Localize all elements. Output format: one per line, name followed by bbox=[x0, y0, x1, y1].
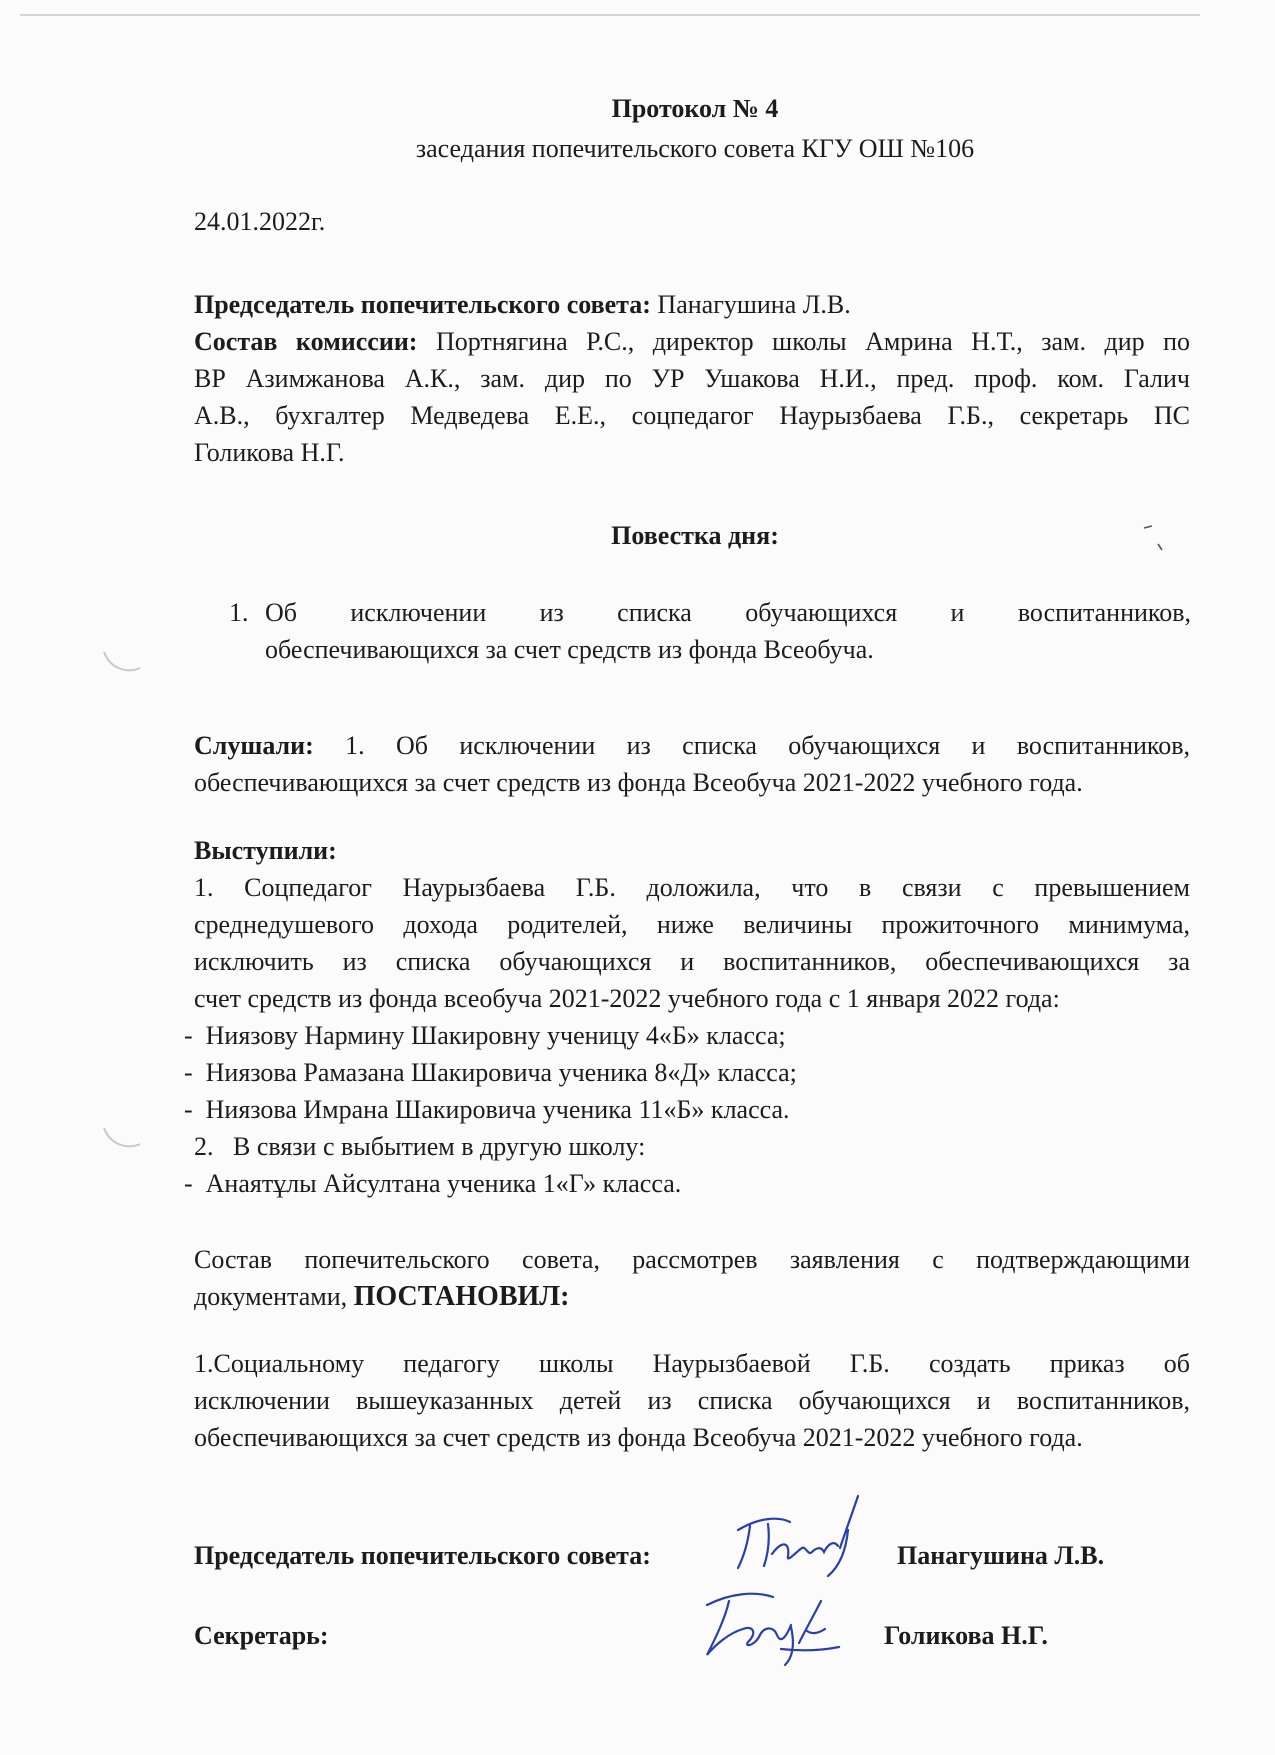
chair-label: Председатель попечительского совета: bbox=[194, 290, 651, 319]
spoke-line-2: среднедушевого дохода родителей, ниже величины прожиточного минимума, bbox=[194, 910, 1190, 939]
chair-signature-name: Панагушина Л.В. bbox=[897, 1541, 1105, 1570]
decision-line-1: 1.Социальному педагогу школы Наурызбаевой Г.Б. создать приказ об bbox=[194, 1349, 1190, 1378]
secretary-handwritten-signature bbox=[695, 1575, 845, 1670]
chair-handwritten-signature bbox=[728, 1490, 868, 1580]
spoke-label: Выступили: bbox=[194, 836, 337, 865]
secretary-signature-name: Голикова Н.Г. bbox=[884, 1621, 1048, 1650]
agenda-item-number: 1. bbox=[229, 598, 249, 627]
punch-hole-shadow bbox=[100, 1124, 144, 1152]
agenda-item-line-2: обеспечивающихся за счет средств из фонда Всеобуча. bbox=[265, 635, 874, 664]
commission-line-4: Голикова Н.Г. bbox=[194, 438, 345, 467]
list-item: - Ниязова Имрана Шакировича ученика 11«Б» класса. bbox=[184, 1095, 790, 1124]
heard-label: Слушали: bbox=[194, 731, 314, 760]
commission-label: Состав комиссии: bbox=[194, 327, 418, 356]
scan-edge-line bbox=[20, 14, 1200, 16]
list-item: - Анаятұлы Айсултана ученика 1«Г» класса. bbox=[184, 1169, 682, 1198]
spoke-line-1: 1. Соцпедагог Наурызбаева Г.Б. доложила, что в связи с превышением bbox=[194, 873, 1190, 902]
decision-line-3: обеспечивающихся за счет средств из фонда Всеобуча 2021-2022 учебного года. bbox=[194, 1423, 1083, 1452]
heard-line-2: обеспечивающихся за счет средств из фонда Всеобуча 2021-2022 учебного года. bbox=[194, 768, 1083, 797]
chair-value: Панагушина Л.В. bbox=[657, 290, 851, 319]
chair-signature-label: Председатель попечительского совета: bbox=[194, 1541, 651, 1570]
agenda-item-line-1: Об исключении из списка обучающихся и воспитанников, bbox=[265, 598, 1191, 627]
scan-speck bbox=[1140, 522, 1168, 554]
agenda-heading: Повестка дня: bbox=[611, 521, 779, 550]
meeting-date: 24.01.2022г. bbox=[194, 207, 326, 236]
decision-intro-line-1: Состав попечительского совета, рассмотрев заявления с подтверждающими bbox=[194, 1245, 1190, 1274]
commission-line-1: Состав комиссии: Портнягина Р.С., директор школы Амрина Н.Т., зам. дир по bbox=[194, 327, 1191, 356]
list-item: - Ниязову Нармину Шакировну ученицу 4«Б» класса; bbox=[184, 1021, 786, 1050]
punch-hole-shadow bbox=[100, 648, 144, 676]
decision-verdict: ПОСТАНОВИЛ: bbox=[353, 1281, 570, 1312]
spoke-line-3: исключить из списка обучающихся и воспитанников, обеспечивающихся за bbox=[194, 947, 1190, 976]
spoke-item-2: 2. В связи с выбытием в другую школу: bbox=[194, 1132, 646, 1161]
decision-intro-line-2: документами, ПОСТАНОВИЛ: bbox=[194, 1281, 570, 1312]
protocol-title: Протокол № 4 bbox=[611, 94, 779, 123]
secretary-signature-label: Секретарь: bbox=[194, 1621, 329, 1650]
spoke-line-4: счет средств из фонда всеобуча 2021-2022 учебного года с 1 января 2022 года: bbox=[194, 984, 1060, 1013]
protocol-subtitle: заседания попечительского совета КГУ ОШ №106 bbox=[415, 134, 975, 163]
heard-line-1: Слушали: 1. Об исключении из списка обучающихся и воспитанников, bbox=[194, 731, 1190, 760]
list-item: - Ниязова Рамазана Шакировича ученика 8«Д» класса; bbox=[184, 1058, 797, 1087]
decision-line-2: исключении вышеуказанных детей из списка обучающихся и воспитанников, bbox=[194, 1386, 1190, 1415]
commission-line-3: А.В., бухгалтер Медведева Е.Е., соцпедагог Наурызбаева Г.Б., секретарь ПС bbox=[194, 401, 1190, 430]
chair-line bbox=[194, 286, 851, 323]
commission-line-2: ВР Азимжанова А.К., зам. дир по УР Ушакова Н.И., пред. проф. ком. Галич bbox=[194, 364, 1190, 393]
